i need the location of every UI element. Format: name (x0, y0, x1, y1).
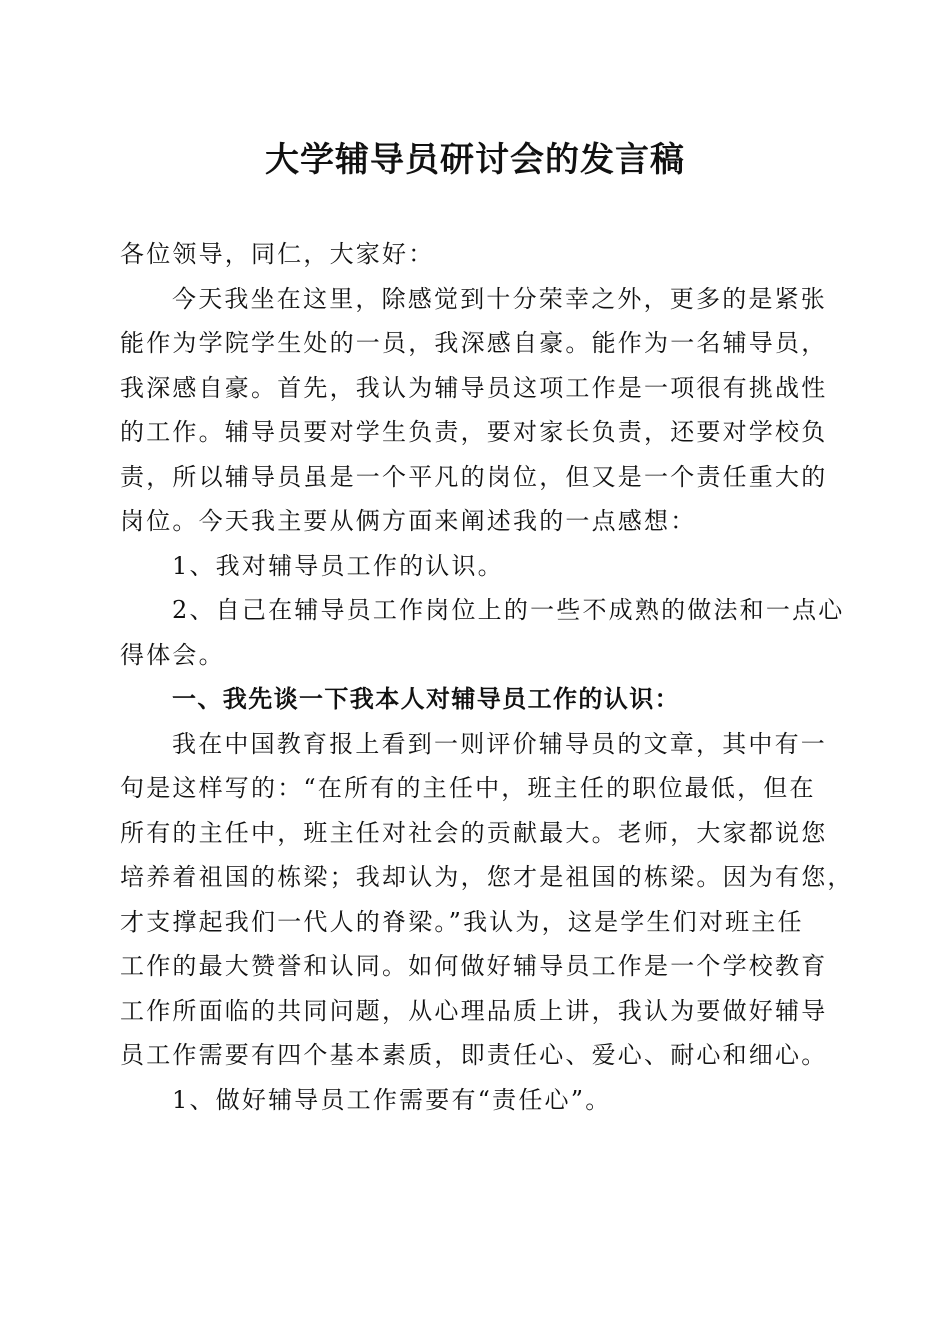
greeting-line: 各位领导，同仁，大家好： (120, 240, 435, 268)
list-item: 1、做好辅导员工作需要有“责任心”。 (172, 1085, 612, 1114)
list-item: 2、自己在辅导员工作岗位上的一些不成熟的做法和一点心 (172, 596, 845, 624)
document-body (120, 232, 854, 1122)
paragraph-line: 工作的最大赞誉和认同。如何做好辅导员工作是一个学校教育 (120, 952, 828, 980)
paragraph-line: 培养着祖国的栋梁；我却认为，您才是祖国的栋梁。因为有您， (120, 863, 854, 891)
paragraph-line: 我深感自豪。首先，我认为辅导员这项工作是一项很有挑战性 (120, 373, 828, 402)
section-heading: 一、我先谈一下我本人对辅导员工作的认识： (172, 685, 680, 713)
paragraph-line: 员工作需要有四个基本素质，即责任心、爱心、耐心和细心。 (120, 1041, 828, 1069)
list-item: 1、我对辅导员工作的认识。 (172, 551, 504, 580)
paragraph-line: 能作为学院学生处的一员，我深感自豪。能作为一名辅导员， (120, 329, 828, 357)
paragraph-line: 今天我坐在这里，除感觉到十分荣幸之外，更多的是紧张 (172, 284, 827, 313)
paragraph-line: 岗位。今天我主要从俩方面来阐述我的一点感想： (120, 507, 697, 535)
document-title: 大学辅导员研讨会的发言稿 (265, 140, 685, 180)
paragraph-line: 所有的主任中，班主任对社会的贡献最大。老师，大家都说您 (120, 818, 828, 847)
paragraph-line: 责，所以辅导员虽是一个平凡的岗位，但又是一个责任重大的 (120, 462, 828, 491)
paragraph-line: 的工作。辅导员要对学生负责，要对家长负责，还要对学校负 (120, 418, 828, 446)
paragraph-line: 句是这样写的：“在所有的主任中，班主任的职位最低，但在 (120, 774, 816, 802)
paragraph-line: 才支撑起我们一代人的脊梁。”我认为，这是学生们对班主任 (120, 907, 804, 936)
paragraph-line: 我在中国教育报上看到一则评价辅导员的文章，其中有一 (172, 729, 827, 758)
list-item-continuation: 得体会。 (120, 640, 225, 669)
paragraph-line: 工作所面临的共同问题，从心理品质上讲，我认为要做好辅导 (120, 996, 828, 1025)
